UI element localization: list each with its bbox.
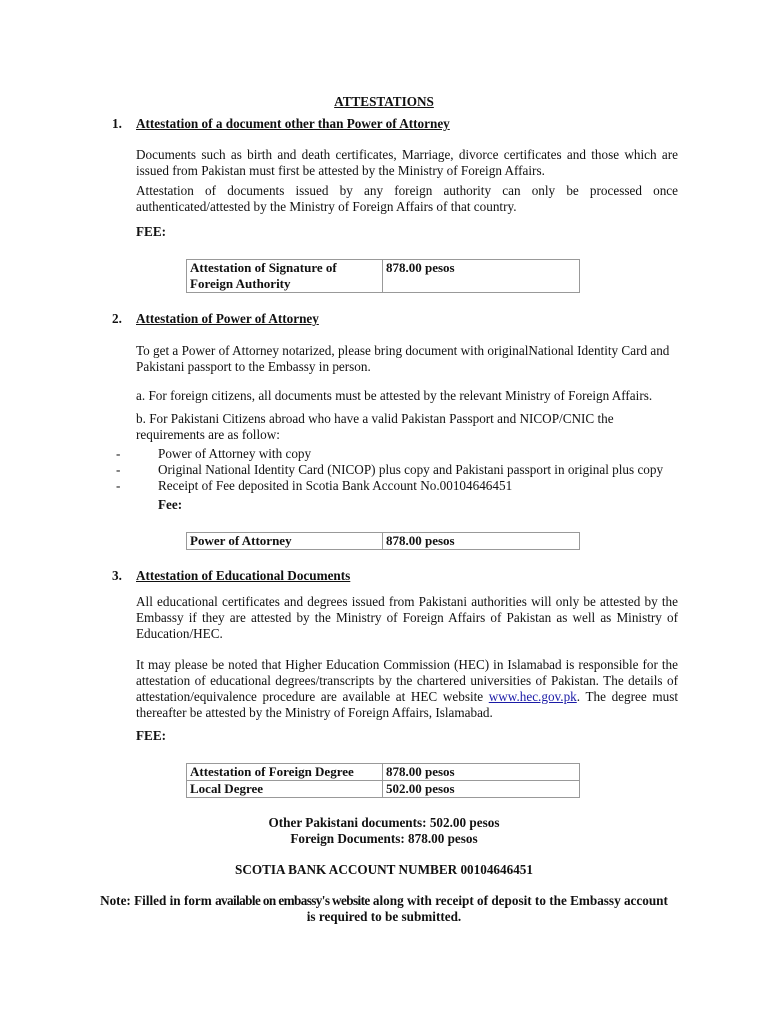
bullet-marker: - xyxy=(116,446,121,461)
fee-price-cell: 878.00 pesos xyxy=(383,260,580,293)
bullet-marker: - xyxy=(116,462,121,477)
section-2-paragraph-a: a. For foreign citizens, all documents must be attested by the relevant Ministry of Foreign Affairs. xyxy=(136,388,653,403)
section-1-paragraph-2: Attestation of documents issued by any foreign authority can only be processed once authenticated/attested by the Ministry of Foreign Affairs of that country. xyxy=(136,183,678,214)
section-2-number: 2. xyxy=(112,311,122,326)
submission-note-line-2: is required to be submitted. xyxy=(306,909,462,924)
section-2-paragraph-b: b. For Pakistani Citizens abroad who have a valid Pakistan Passport and NICOP/CNIC the requirements are as follow: xyxy=(136,411,614,442)
list-item: Power of Attorney with copy xyxy=(158,446,312,461)
section-2-fee-table xyxy=(186,532,580,550)
table-row xyxy=(187,781,580,798)
fee-item-cell xyxy=(187,260,383,293)
fee-item-line-1: Attestation of Signature of xyxy=(190,260,337,275)
fee-item-line-2: Foreign Authority xyxy=(190,276,291,291)
hec-website-link[interactable]: www.hec.gov.pk xyxy=(488,689,577,704)
fee-item-cell: Local Degree xyxy=(187,781,383,798)
section-3-paragraph-1: All educational certificates and degrees issued from Pakistani authorities will only be attested by the Embassy if they are attested by the Ministry of Foreign Affairs of Pakistan as well as Ministry of Education/HEC. xyxy=(136,594,678,641)
list-item: Receipt of Fee deposited in Scotia Bank Account No.00104646451 xyxy=(158,478,513,493)
fee-price-cell: 878.00 pesos xyxy=(383,533,580,550)
summary-local-documents: Other Pakistani documents: 502.00 pesos xyxy=(268,815,500,830)
bank-account-number: SCOTIA BANK ACCOUNT NUMBER 00104646451 xyxy=(235,862,533,877)
section-3-heading: Attestation of Educational Documents xyxy=(136,568,351,583)
section-1-fee-label: FEE: xyxy=(136,224,167,239)
page-title: ATTESTATIONS xyxy=(334,94,434,109)
section-3-fee-label: FEE: xyxy=(136,728,167,743)
list-item: Original National Identity Card (NICOP) plus copy and Pakistani passport in original plus copy xyxy=(158,462,664,477)
section-1-number: 1. xyxy=(112,116,122,131)
submission-note xyxy=(0,893,768,909)
section-3-fee-table xyxy=(186,763,580,798)
section-3-paragraph-2 xyxy=(136,657,678,721)
table-row xyxy=(187,260,580,293)
section-2-paragraph-1: To get a Power of Attorney notarized, please bring document with originalNational Identity Card and Pakistani passport to the Embassy in person. xyxy=(136,343,670,374)
note-text: Note: Filled in form xyxy=(100,893,216,908)
note-text: along with receipt of deposit to the Embassy account xyxy=(369,893,668,908)
fee-item-cell: Attestation of Foreign Degree xyxy=(187,764,383,781)
section-2-fee-label: Fee: xyxy=(158,497,183,512)
section-2-heading: Attestation of Power of Attorney xyxy=(136,311,319,326)
paragraph-text: . The degree must thereafter be attested by the Ministry of Foreign Affairs, Islamabad. xyxy=(136,689,678,720)
table-row xyxy=(187,533,580,550)
fee-price-cell: 502.00 pesos xyxy=(383,781,580,798)
section-1-heading: Attestation of a document other than Power of Attorney xyxy=(136,116,450,131)
fee-price-cell: 878.00 pesos xyxy=(383,764,580,781)
note-text-emphasis: available on embassy's website xyxy=(215,893,370,908)
paragraph-text: It may please be noted that Higher Education Commission (HEC) in Islamabad is responsible for the attestation of educational degrees/transcripts by the chartered universities of Pakistan. The details of attestation/equivalence procedure are available at HEC website xyxy=(136,657,678,704)
summary-foreign-documents: Foreign Documents: 878.00 pesos xyxy=(290,831,478,846)
section-1-fee-table xyxy=(186,259,580,293)
bullet-marker: - xyxy=(116,478,121,493)
section-3-number: 3. xyxy=(112,568,122,583)
section-1-paragraph-1: Documents such as birth and death certificates, Marriage, divorce certificates and those which are issued from Pakistan must first be attested by the Ministry of Foreign Affairs. xyxy=(136,147,678,178)
fee-item-cell: Power of Attorney xyxy=(187,533,383,550)
table-row xyxy=(187,764,580,781)
